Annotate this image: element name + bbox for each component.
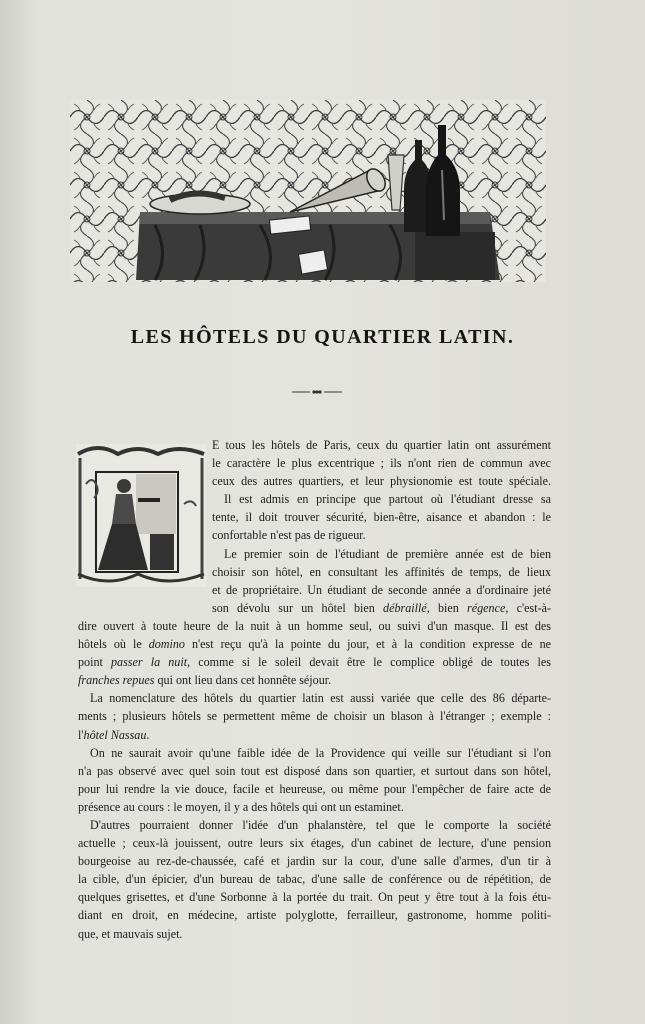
text-line: son dévolu sur un hôtel bien débraillé, bien régence, c'est-à- — [212, 600, 551, 615]
text-line: point passer la nuit, comme si le soleil devait être le complice obligé de toutes les — [78, 655, 551, 670]
text-line: actuelle ; ceux-là jouissent, outre leurs six étages, d'un cabinet de lecture, d'une pension — [78, 836, 551, 851]
text-line: franches repues qui ont lieu dans cet honnête séjour. — [78, 673, 332, 688]
chapter-title: LES HÔTELS DU QUARTIER LATIN. — [130, 326, 515, 348]
text-line: n'a pas observé avec quel soin tout est disposé dans son quartier, et surtout dans son hôtel, — [78, 763, 551, 778]
text-line: Il est admis en principe que partout où l'étudiant dresse sa — [224, 492, 551, 507]
body-text — [78, 436, 551, 943]
text-line: et de propriétaire. Un étudiant de seconde année a d'ordinaire jeté — [212, 582, 551, 597]
ornamental-divider — [292, 389, 342, 395]
text-line: Le premier soin de l'étudiant de première année est de bien — [224, 546, 551, 561]
headpiece-illustration — [70, 100, 546, 282]
text-line: confortable n'est pas de rigueur. — [212, 528, 366, 543]
text-line: présence au cours : le moyen, il y a des hôtels qui ont un estaminet. — [78, 799, 404, 814]
text-line: diant en droit, en médecine, artiste polyglotte, ferrailleur, gastronome, homme politi- — [78, 908, 551, 923]
text-line: choisir son hôtel, en consultant les affinités de temps, de lieux — [212, 564, 551, 579]
text-line: bourgeoise au rez-de-chaussée, café et jardin sur la cour, d'une salle d'armes, d'un tir à — [78, 854, 551, 869]
text-line: On ne saurait avoir qu'une faible idée de la Providence qui veille sur l'étudiant si l'on — [90, 745, 551, 760]
text-line: D'autres pourraient donner l'idée d'un phalanstère, tel que le comporte la société — [90, 817, 551, 832]
text-line: dire ouvert à toute heure de la nuit à un homme seul, ou suivi d'un masque. Il est des — [78, 618, 551, 633]
text-line: ments ; plusieurs hôtels se permettent même de choisir un blason à l'étranger ; exemple : — [78, 709, 551, 724]
text-line: hôtels où le domino n'est reçu qu'à la pointe du jour, et à la condition expresse de ne — [78, 637, 551, 652]
text-line: La nomenclature des hôtels du quartier latin est aussi variée que celle des 86 départe- — [90, 691, 551, 706]
text-line: tente, il doit trouver sécurité, bien-être, aisance et abandon : le — [212, 510, 551, 525]
text-line: quelques grisettes, et d'une Sorbonne à la portée du trait. On peut y être tout à la fois étu- — [78, 890, 551, 905]
text-line: E tous les hôtels de Paris, ceux du quartier latin ont assurément — [212, 438, 551, 452]
text-line: pour lui rendre la vie douce, facile et heureuse, ou même pour l'empêcher de faire acte de — [78, 781, 551, 796]
text-line: que, et mauvais sujet. — [78, 926, 183, 941]
text-line: ceux des autres quartiers, et leur physionomie est toute spéciale. — [212, 474, 551, 489]
text-line: l'hôtel Nassau. — [78, 727, 150, 742]
text-line: la cible, d'un épicier, d'un bureau de tabac, d'une salle de conférence ou de répétition, de — [78, 872, 551, 887]
text-line: le caractère le plus excentrique ; ils n'ont rien de commun avec — [212, 456, 551, 471]
